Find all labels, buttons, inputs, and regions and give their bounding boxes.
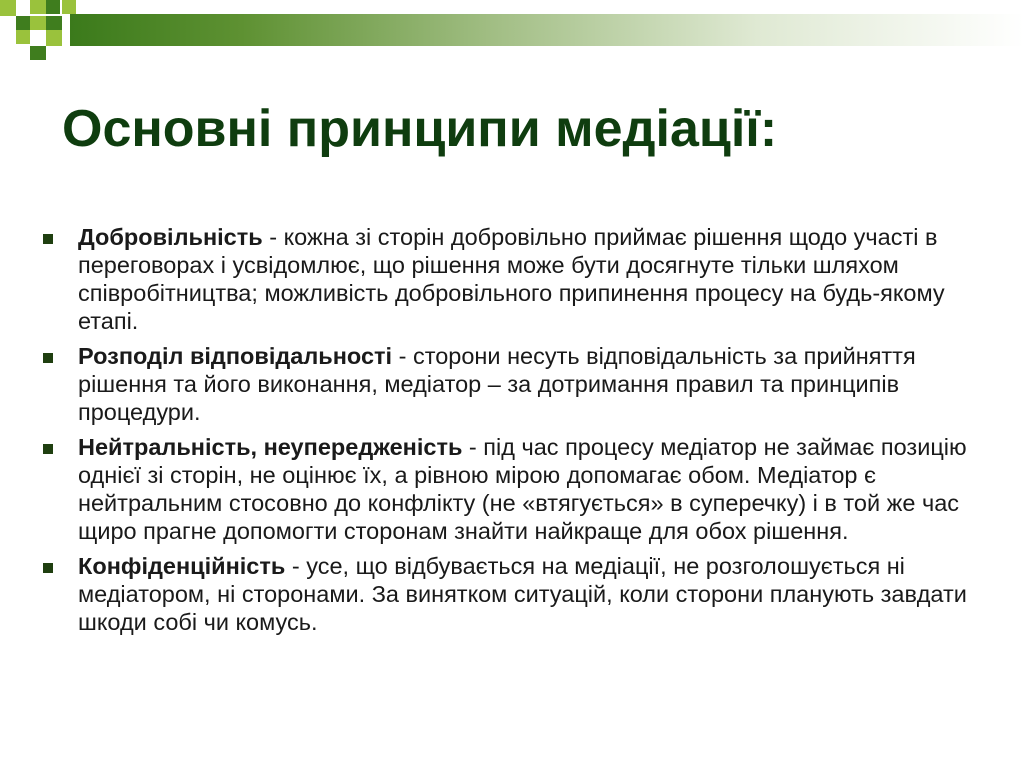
principle-term: Добровільність: [78, 224, 263, 250]
decor-square: [30, 0, 46, 14]
square-bullet-icon: [43, 563, 53, 573]
principles-list: [40, 223, 1000, 643]
decor-square: [30, 46, 46, 60]
list-item: [40, 433, 1000, 545]
list-item: [40, 342, 1000, 426]
principle-description: - під час процесу медіатор не займає позицію однієї зі сторін, не оцінює їх, а рівною мірою допомагає обом. Медіатор є нейтральним стосовно до конфлікту (не «втягується» в суперечку) і в той же час щиро прагне допомогти сторонам знайти найкраще для обох рішення.: [78, 434, 967, 544]
decor-square: [16, 30, 30, 44]
slide-title: Основні принципи медіації:: [62, 100, 778, 158]
decor-square: [0, 0, 16, 16]
decor-square: [16, 16, 30, 30]
header-gradient-band: [70, 14, 1024, 46]
list-item: [40, 552, 1000, 636]
decor-square: [62, 0, 76, 14]
list-item: [40, 223, 1000, 335]
decor-square: [46, 0, 60, 14]
square-bullet-icon: [43, 234, 53, 244]
square-bullet-icon: [43, 444, 53, 454]
decor-square: [46, 30, 62, 46]
square-bullet-icon: [43, 353, 53, 363]
decor-square: [30, 16, 46, 30]
principle-description: - кожна зі сторін добровільно приймає рішення щодо участі в переговорах і усвідомлює, що рішення може бути досягнуте тільки шляхом співробітництва; можливість добровільного припинення процесу на будь-якому етапі.: [78, 224, 945, 334]
principle-term: Конфіденційність: [78, 553, 286, 579]
principle-description: - усе, що відбувається на медіації, не розголошується ні медіатором, ні сторонами. За винятком ситуацій, коли сторони планують завдати шкоди собі чи комусь.: [78, 553, 967, 635]
principle-term: Розподіл відповідальності: [78, 343, 393, 369]
principle-term: Нейтральність, неупередженість: [78, 434, 463, 460]
decor-square: [46, 16, 62, 30]
principle-description: - сторони несуть відповідальність за прийняття рішення та його виконання, медіатор – за дотримання правил та принципів процедури.: [78, 343, 916, 425]
